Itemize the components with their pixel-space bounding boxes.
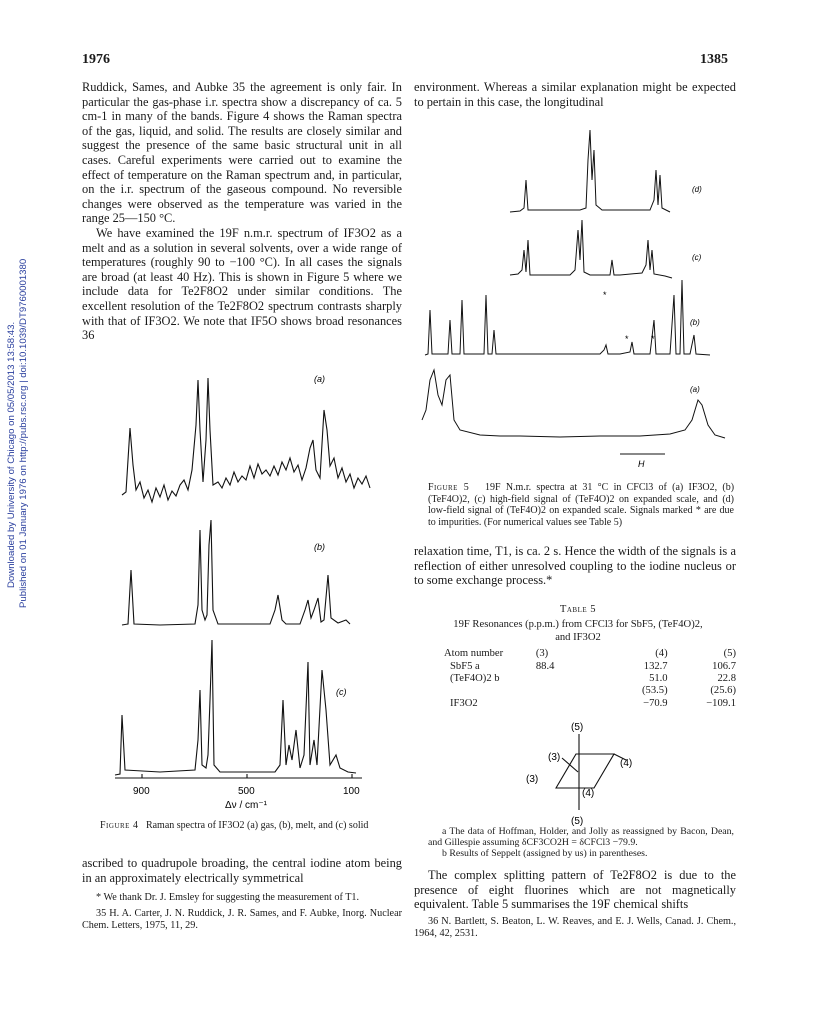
table-cell: 88.4 [535, 660, 555, 672]
table-cell: 51.0 [649, 673, 668, 685]
download-sidebar [0, 0, 30, 1032]
bond-line [562, 758, 578, 772]
caption-text: Raman spectra of IF3O2 (a) gas, (b), melt, and (c) solid [145, 820, 369, 831]
table-row [444, 673, 736, 685]
table-footnote-a: a The data of Hoffman, Holder, and Jolly as reassigned by Bacon, Dean, and Gillespie assuming δCF3CO2H = δCFCl3 −79.9. [428, 826, 734, 849]
impurity-marker: * [625, 334, 629, 344]
table-cell [536, 685, 592, 697]
footnote-star: * We thank Dr. J. Emsley for suggesting the measurement of T1. [96, 892, 360, 903]
table-cell: (25.6) [710, 685, 736, 697]
table-footnotes [428, 826, 734, 860]
left-column-bottom [82, 856, 402, 885]
download-notice: Downloaded by University of Chicago on 05/05/2013 13:58:43. [6, 321, 17, 588]
reference-36: 36 N. Bartlett, S. Beaton, L. W. Reaves, and E. J. Wells, Canad. J. Chem., 1964, 42, 2531. [414, 916, 736, 939]
reference-35: 35 H. A. Carter, J. N. Ruddick, J. R. Sames, and F. Aubke, Inorg. Nuclear Chem. Letters, 1975, 11, 29. [82, 908, 402, 931]
spectrum-b-trace [425, 280, 710, 355]
square-plane [556, 754, 614, 788]
impurity-marker: * [603, 290, 607, 300]
caption-lead: Figure 5 [428, 482, 470, 493]
table-header-cell: (3) [535, 648, 549, 660]
right-column-middle [414, 544, 736, 588]
table-row [444, 661, 736, 673]
spectrum-d-trace [510, 130, 670, 212]
table-cell: −109.1 [706, 697, 736, 709]
right-footnotes [414, 916, 736, 940]
table-cell: SbF5 a [450, 660, 480, 672]
year-header: 1976 [82, 52, 110, 67]
page-number: 1385 [700, 52, 728, 67]
caption-lead: Figure 4 [100, 820, 139, 831]
table-row [444, 698, 736, 710]
spectrum-a-label: (a) [690, 385, 700, 394]
atom-label: (5) [571, 722, 584, 733]
caption-text: 19F N.m.r. spectra at 31 °C in CFCl3 of (a) IF3O2, (b) (TeF4O)2, (c) high-field signal of (TeF4O)2 on expanded scale, and (d) low-field signal of (TeF4O)2 on expanded scale. Signals marked * are due to impurities. (For numerical values see Table 5) [428, 482, 735, 528]
paragraph: Ruddick, Sames, and Aubke 35 the agreement is only fair. In particular the gas-phase i.r. spectra show a discrepancy of ca. 5 cm-1 in many of the bands. Figure 4 shows the Raman spectra of the gas, liquid, and solid. The results are closely similar and suggest the presence of the same basic structural unit in all cases. Careful experiments were carried out to examine the effect of temperature on the Raman spectrum and, in particular, on the i.r. spectrum of the gaseous compound. No reversible changes were observed as the temperature was varied in the range 25—150 °C. [82, 80, 402, 226]
figure-4-raman-spectra [100, 370, 390, 810]
table-title: Table 5 [559, 604, 597, 615]
spectrum-a-trace [422, 370, 725, 438]
x-tick-label: 900 [133, 786, 150, 797]
paragraph: environment. Whereas a similar explanation might be expected to pertain in this case, the longitudinal [414, 80, 736, 109]
atom-numbering-diagram [518, 718, 658, 830]
spectrum-b-trace [122, 520, 350, 625]
atom-label: (4) [582, 788, 595, 799]
table-cell: −70.9 [643, 697, 668, 709]
atom-label: (3) [526, 774, 539, 785]
atom-label: (5) [571, 816, 584, 827]
spectrum-c-label: (c) [692, 253, 702, 262]
atom-label: (4) [620, 758, 633, 769]
left-footnotes [82, 892, 402, 932]
table-cell: (53.5) [642, 685, 668, 697]
right-column-bottom [414, 868, 736, 912]
paragraph: relaxation time, T1, is ca. 2 s. Hence the width of the signals is a reflection of either unresolved coupling to the iodine nucleus or to some exchange process.* [414, 544, 736, 588]
spectrum-b-label: (b) [690, 318, 700, 327]
spectrum-d-label: (d) [692, 185, 702, 194]
table-cell: 22.8 [717, 673, 736, 685]
impurity-marker: * [651, 334, 655, 344]
table-cell: IF3O2 [450, 697, 478, 709]
paragraph: The complex splitting pattern of Te2F8O2 is due to the presence of eight fluorines which are not magnetically equivalent. Table 5 summarises the 19F chemical shifts [414, 868, 736, 912]
right-column-top [414, 80, 736, 109]
table-row [444, 685, 736, 697]
figure-4-caption [100, 820, 394, 832]
figure-5-nmr-spectra [420, 120, 740, 470]
x-axis-label: Δν / cm⁻¹ [225, 800, 267, 810]
spectrum-c-trace [510, 220, 672, 278]
left-column-top [82, 80, 402, 343]
table-cell: 132.7 [643, 660, 668, 672]
atom-label: (3) [548, 752, 561, 763]
x-tick-label: 500 [238, 786, 255, 797]
table-cell [536, 673, 592, 685]
table-header-cell: Atom number [444, 648, 504, 660]
spectrum-c-label: (c) [336, 687, 347, 697]
paragraph: We have examined the 19F n.m.r. spectrum of IF3O2 as a melt and as a solution in several solvents, over a wide range of temperatures (roughly 90 to −100 °C). In all cases the signals are broad (at least 40 Hz). This is shown in Figure 5 where we include data for Te2F8O2 under similar conditions. The excellent resolution of the Te2F8O2 spectrum contrasts sharply with that of IF3O2. We note that IF5O shows broad resonances 36 [82, 225, 402, 343]
table-header-cell: (4) [655, 648, 668, 660]
spectrum-c-trace [115, 640, 356, 775]
x-tick-label: 100 [343, 786, 360, 797]
table-subtitle: and IF3O2 [555, 631, 601, 643]
spectrum-b-label: (b) [314, 542, 325, 552]
paragraph: ascribed to quadrupole broading, the central iodine atom being in an approximately electrically symmetrical [82, 856, 402, 885]
table-body [444, 648, 736, 710]
table-header-cell: (5) [723, 648, 736, 660]
table-cell: 106.7 [712, 660, 736, 672]
table-5 [420, 604, 736, 710]
publication-notice: Published on 01 January 1976 on http://pubs.rsc.org | doi:10.1039/DT9760001380 [18, 258, 29, 608]
field-label: H [638, 459, 645, 469]
table-footnote-b: b Results of Seppelt (assigned by us) in parentheses. [442, 848, 648, 860]
spectrum-a-trace [122, 378, 370, 502]
table-cell: (TeF4O)2 b [450, 673, 500, 685]
spectrum-a-label: (a) [314, 374, 325, 384]
table-header-row [444, 648, 736, 660]
figure-5-caption [428, 482, 734, 528]
table-cell [444, 685, 536, 697]
table-cell [536, 698, 592, 710]
table-subtitle: 19F Resonances (p.p.m.) from CFCl3 for SbF5, (TeF4O)2, [453, 619, 703, 631]
